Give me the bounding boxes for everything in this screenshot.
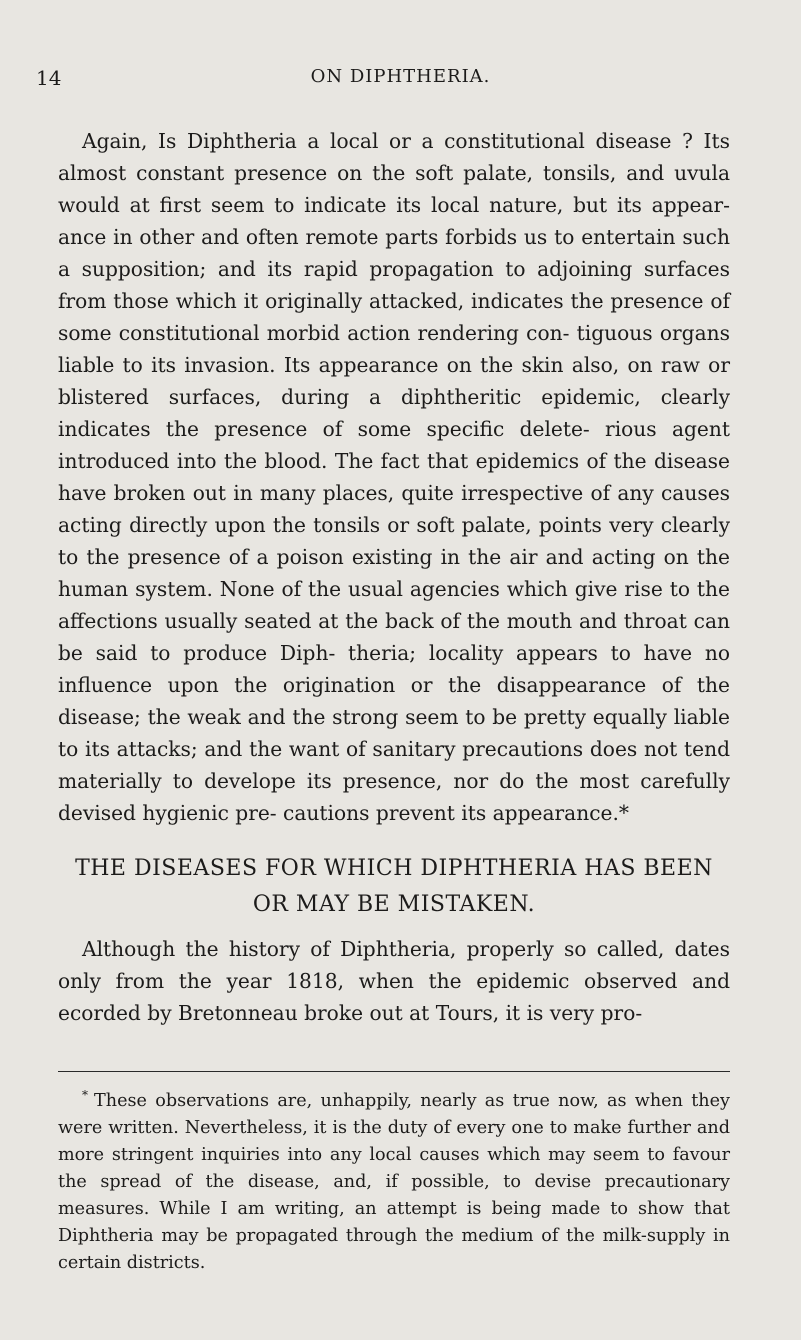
footnote-rule — [58, 1071, 730, 1072]
footnote-text: These observations are, unhappily, nearly as true now, as when they were written. Nevertheless, it is the duty of every one to make further and more stringent inquiries into any local causes which may seem to favour the spread of the disease, and, if possible, to devise precautionary measures. While I am writing, an attempt is being made to show that Diphtheria may be propagated through the medium of the milk-supply in certain districts. — [58, 1090, 730, 1273]
running-title: ON DIPHTHERIA. — [310, 66, 491, 87]
section-heading: THE DISEASES FOR WHICH DIPHTHERIA HAS BEEN OR MAY BE MISTAKEN. — [75, 856, 713, 917]
page-number: 14 — [36, 66, 62, 90]
footnote-paragraph — [58, 1082, 730, 1277]
footnote-marker: * — [82, 1088, 88, 1102]
running-head — [36, 66, 765, 94]
footnote — [58, 1082, 730, 1277]
paragraph: Although the history of Diphtheria, properly so called, dates only from the year 1818, when the epidemic observed and ecorded by Bretonneau broke out at Tours, it is very pro- — [58, 937, 730, 1025]
body-text — [58, 125, 730, 1029]
paragraph: Again, Is Diphtheria a local or a constitutional disease ? Its almost constant presence on the soft palate, tonsils, and uvula would at first seem to indicate its local nature, but its appear- ance in other and often remote parts forbids us to entertain such a supposition; and its rapid propagation to adjoining surfaces from those which it originally attacked, indicates the presence of some constitutional morbid action rendering con- tiguous organs liable to its invasion. Its appearance on the skin also, on raw or blistered surfaces, during a diphtheritic epidemic, clearly indicates the presence of some specific delete- rious agent introduced into the blood. The fact that epidemics of the disease have broken out in many places, quite irrespective of any causes acting directly upon the tonsils or soft palate, points very clearly to the presence of a poison existing in the air and acting on the human system. None of the usual agencies which give rise to the affections usually seated at the back of the mouth and throat can be said to produce Diph- theria; locality appears to have no influence upon the origination or the disappearance of the disease; the weak and the strong seem to be pretty equally liable to its attacks; and the want of sanitary precautions does not tend materially to develope its presence, nor do the most carefully devised hygienic pre- cautions prevent its appearance.* — [58, 129, 730, 825]
